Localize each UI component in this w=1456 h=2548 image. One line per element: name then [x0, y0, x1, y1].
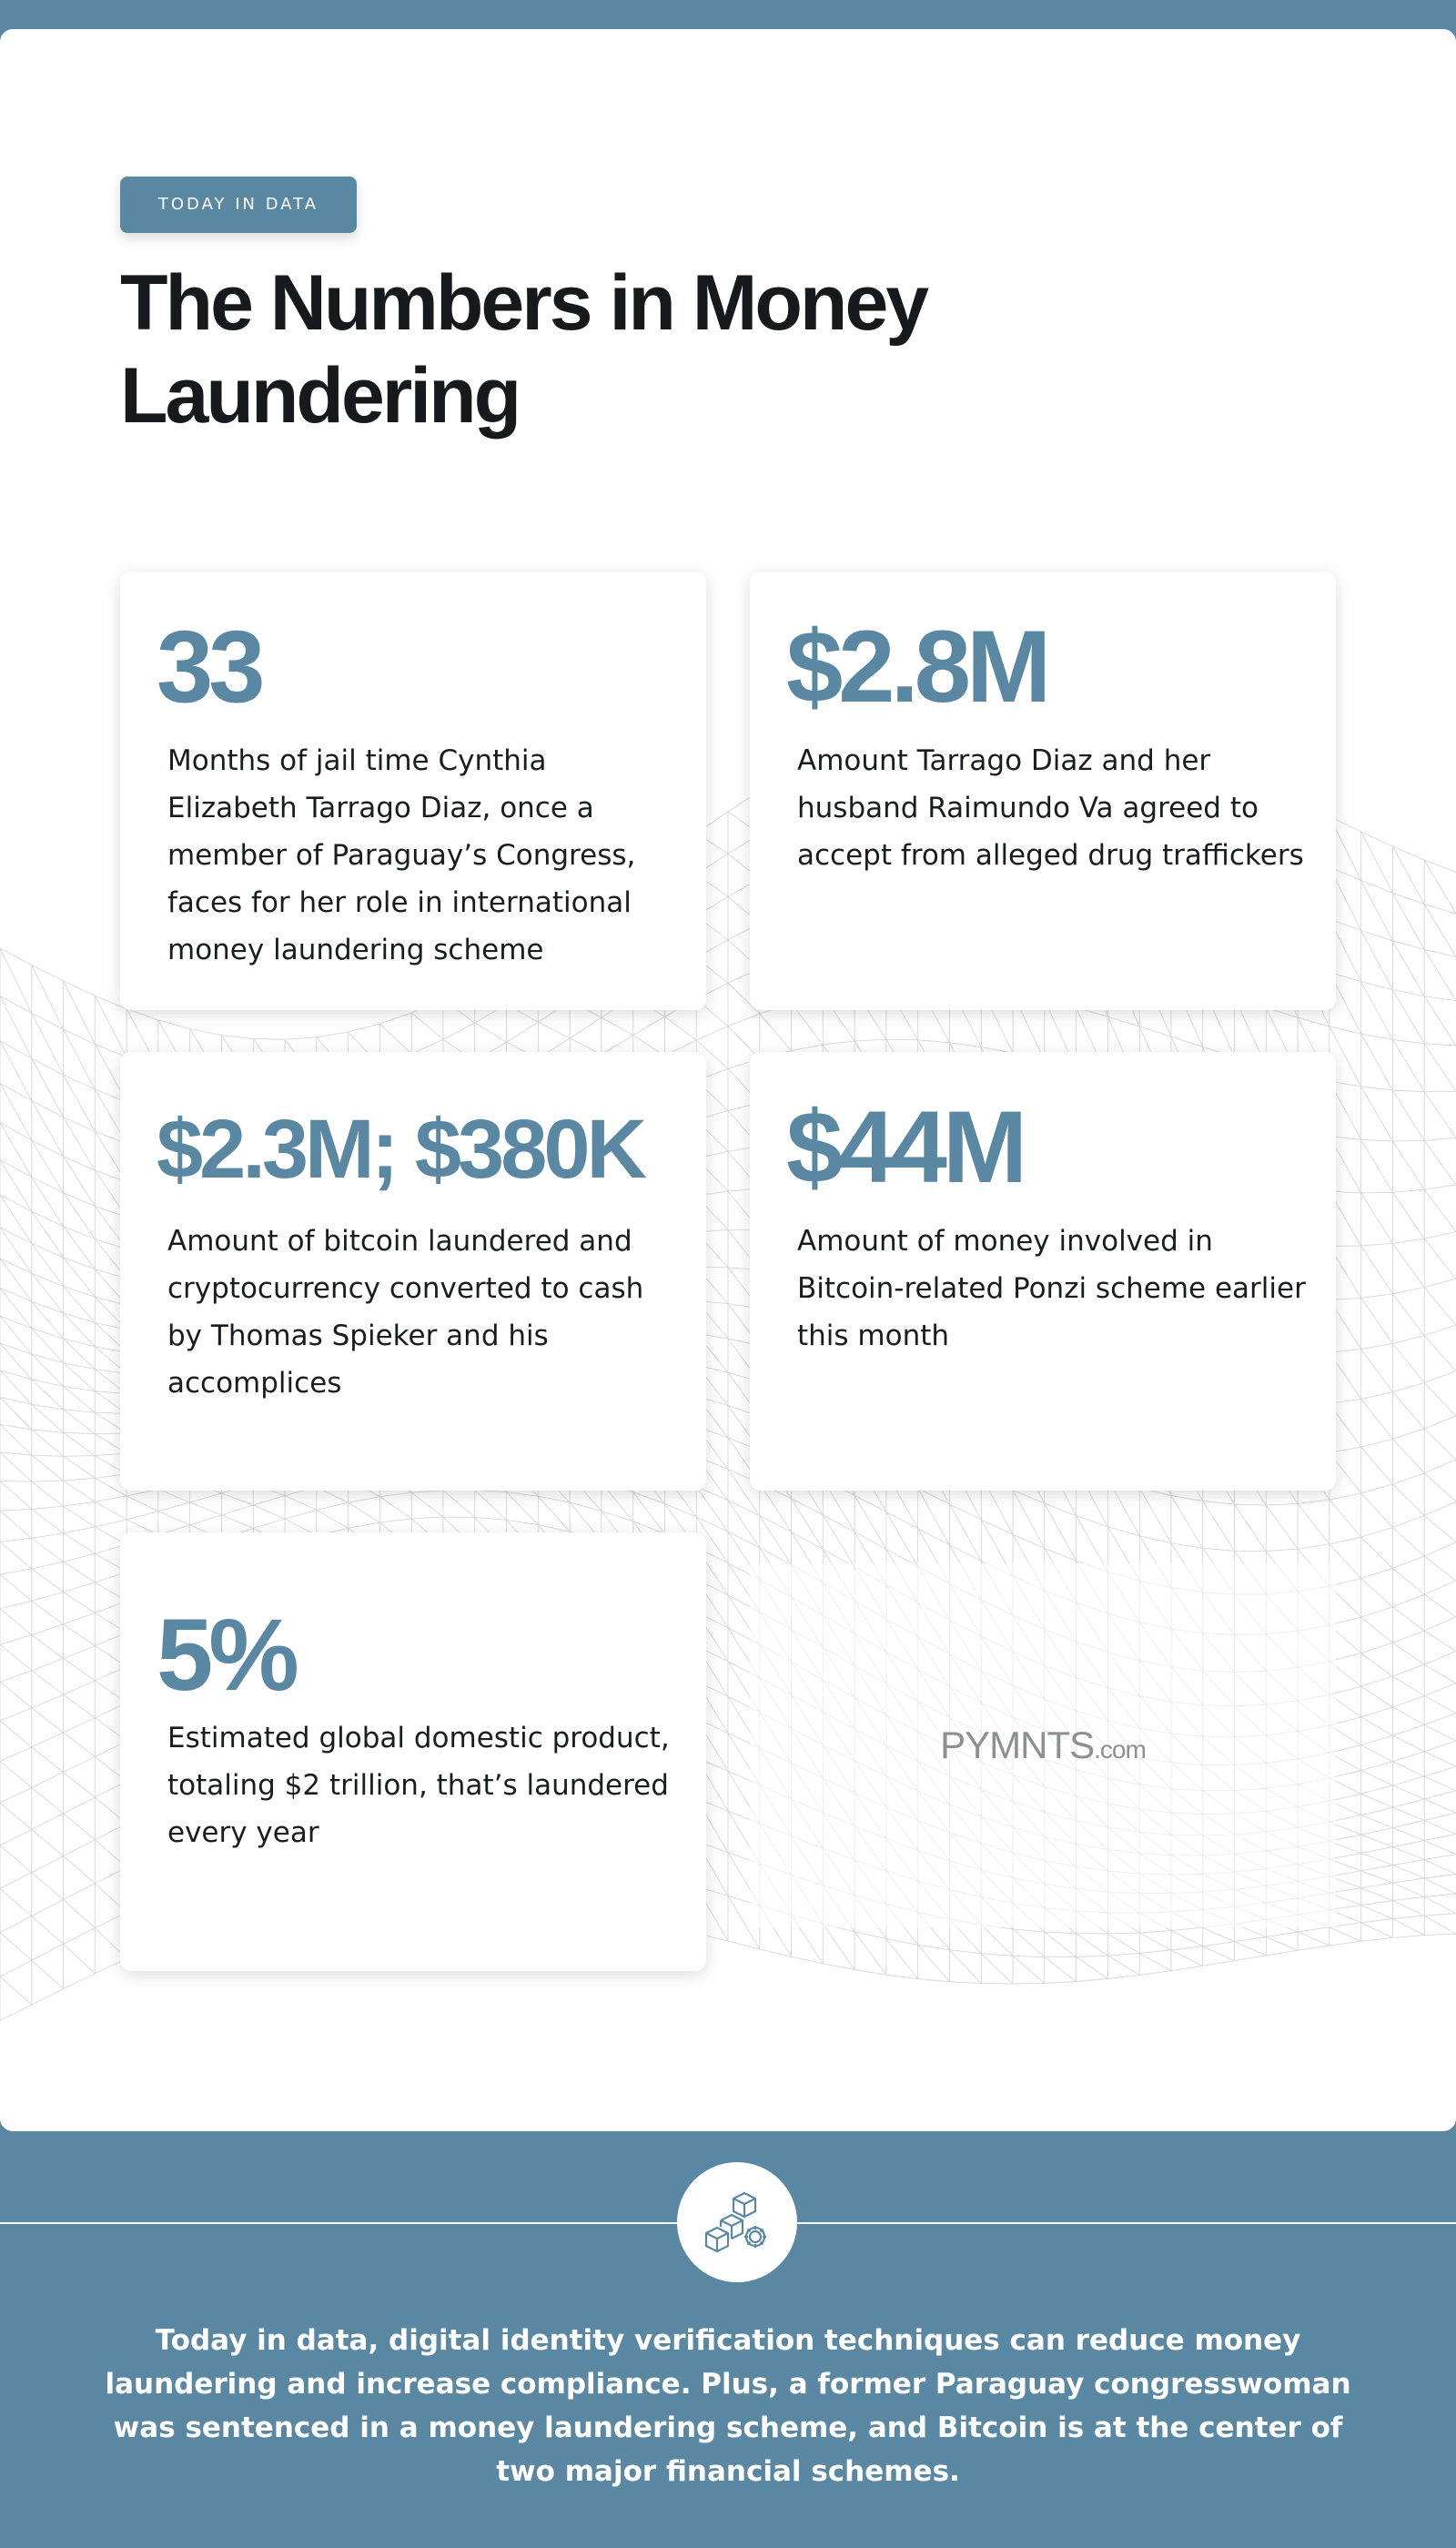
stat-card-ponzi-scheme [750, 1052, 1336, 1491]
stat-description: Months of jail time Cynthia Elizabeth Tarrago Diaz, once a member of Paraguay’s Congress, faces for her role in international money laundering scheme [167, 744, 636, 966]
stat-value: $2.3M; $380K [157, 1103, 643, 1196]
stat-description: Amount Tarrago Diaz and her husband Raimundo Va agreed to accept from alleged drug traffickers [797, 744, 1304, 872]
stat-description: Amount of money involved in Bitcoin-related Ponzi scheme earlier this month [797, 1225, 1306, 1352]
blocks-gear-icon [703, 2186, 772, 2259]
logo-panel [750, 1563, 1336, 1927]
pymnts-logo [750, 1563, 1336, 1927]
stat-description: Amount of bitcoin laundered and cryptocurrency converted to cash by Thomas Spieker and his accomplices [167, 1225, 644, 1400]
footer-badge [677, 2162, 797, 2282]
logo-name: PYMNTS [940, 1724, 1095, 1766]
stat-value: 5% [157, 1598, 295, 1712]
stat-card-amount-accepted [750, 571, 1336, 1010]
page-title: The Numbers in Money Laundering [120, 259, 927, 440]
main-card [0, 29, 1456, 2131]
stat-card-global-gdp [120, 1532, 706, 1971]
stat-description: Estimated global domestic product, totaling $2 trillion, that’s laundered every year [167, 1722, 670, 1849]
stat-card-jail-time [120, 571, 706, 1010]
footer-summary: Today in data, digital identity verification techniques can reduce money laundering and increase compliance. Plus, a former Paraguay congresswoman was sentenced in a money laundering scheme, and Bitcoin is at the center of two major financial schemes. [105, 2324, 1351, 2488]
stat-card-bitcoin-laundered [120, 1052, 706, 1491]
section-tag: TODAY IN DATA [120, 177, 357, 233]
stat-value: 33 [157, 610, 261, 723]
stat-value: $44M [786, 1090, 1024, 1204]
stat-value: $2.8M [786, 610, 1047, 723]
logo-suffix: .com [1094, 1735, 1146, 1764]
